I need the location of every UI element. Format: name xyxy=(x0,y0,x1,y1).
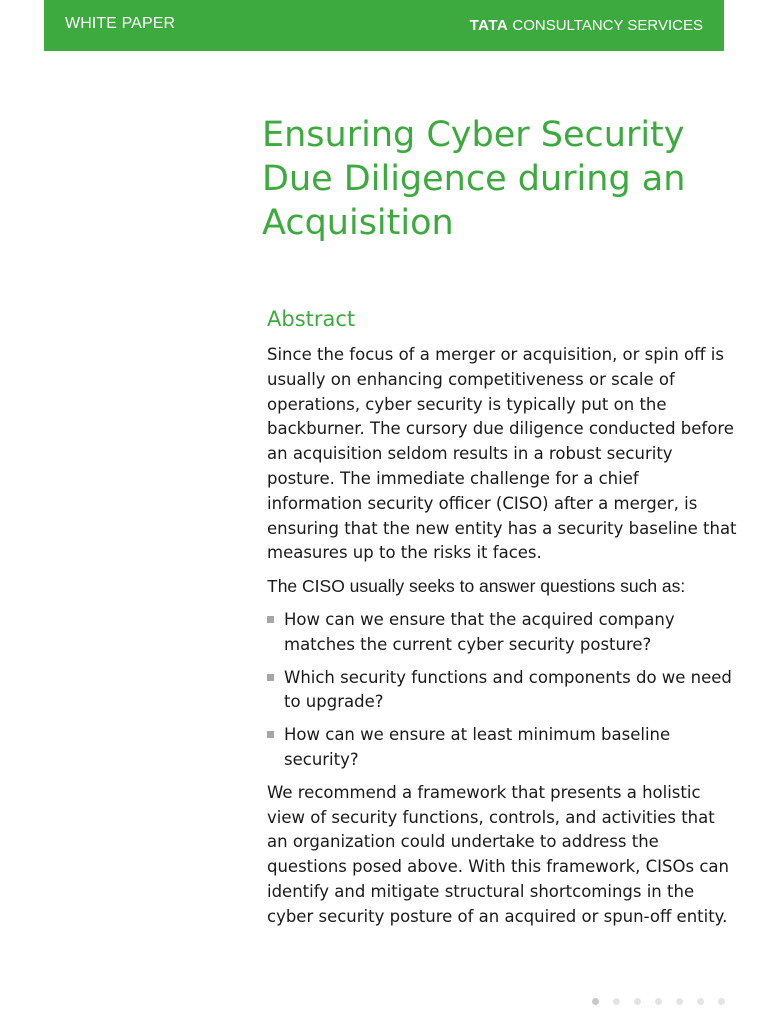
white-paper-label: WHITE PAPER xyxy=(65,15,176,32)
page-dot-6[interactable] xyxy=(697,998,704,1005)
list-item-text: How can we ensure that the acquired company matches the current cyber security posture? xyxy=(284,609,675,654)
bullet-square-icon xyxy=(267,616,274,623)
abstract-body xyxy=(267,343,737,938)
brand-suffix: CONSULTANCY SERVICES xyxy=(508,17,703,34)
list-item xyxy=(267,608,737,658)
list-item-text: How can we ensure at least minimum baseline security? xyxy=(284,725,671,769)
abstract-heading: Abstract xyxy=(267,307,356,331)
brand-name: TATA xyxy=(469,17,509,34)
list-item xyxy=(267,723,737,773)
questions-intro: The CISO usually seeks to answer questions such as: xyxy=(267,576,686,597)
abstract-paragraph-2: We recommend a framework that presents a holistic view of security functions, controls, and activities that an organization could undertake to address the questions posed above. With this framework, CISOs can identify and mitigate structural shortcomings in the cyber security posture of an acquired or spun-off entity. xyxy=(267,782,729,926)
page-dot-2[interactable] xyxy=(613,998,620,1005)
header-banner xyxy=(44,0,724,51)
bullet-square-icon xyxy=(267,731,274,738)
list-item-text: Which security functions and components do we need to upgrade? xyxy=(284,667,732,712)
company-logo xyxy=(470,17,703,34)
bullet-square-icon xyxy=(267,674,274,681)
title-line: Due Diligence during an xyxy=(262,159,686,199)
page-dot-1[interactable] xyxy=(592,998,599,1005)
page-dot-5[interactable] xyxy=(676,998,683,1005)
abstract-paragraph-1: Since the focus of a merger or acquisition, or spin off is usually on enhancing competitiveness or scale of operations, cyber security is typically put on the backburner. The cursory due diligence conducted before an acquisition seldom results in a robust security posture. The immediate challenge for a chief information security officer (CISO) after a merger, is ensuring that the new entity has a security baseline that measures up to the risks it faces. xyxy=(267,345,737,563)
page-dot-7[interactable] xyxy=(718,998,725,1005)
title-line: Ensuring Cyber Security xyxy=(262,115,685,155)
question-list xyxy=(267,608,737,773)
document-title xyxy=(262,113,752,245)
page-indicator xyxy=(592,998,725,1005)
title-line: Acquisition xyxy=(262,203,454,243)
page-dot-3[interactable] xyxy=(634,998,641,1005)
page-dot-4[interactable] xyxy=(655,998,662,1005)
list-item xyxy=(267,666,737,716)
